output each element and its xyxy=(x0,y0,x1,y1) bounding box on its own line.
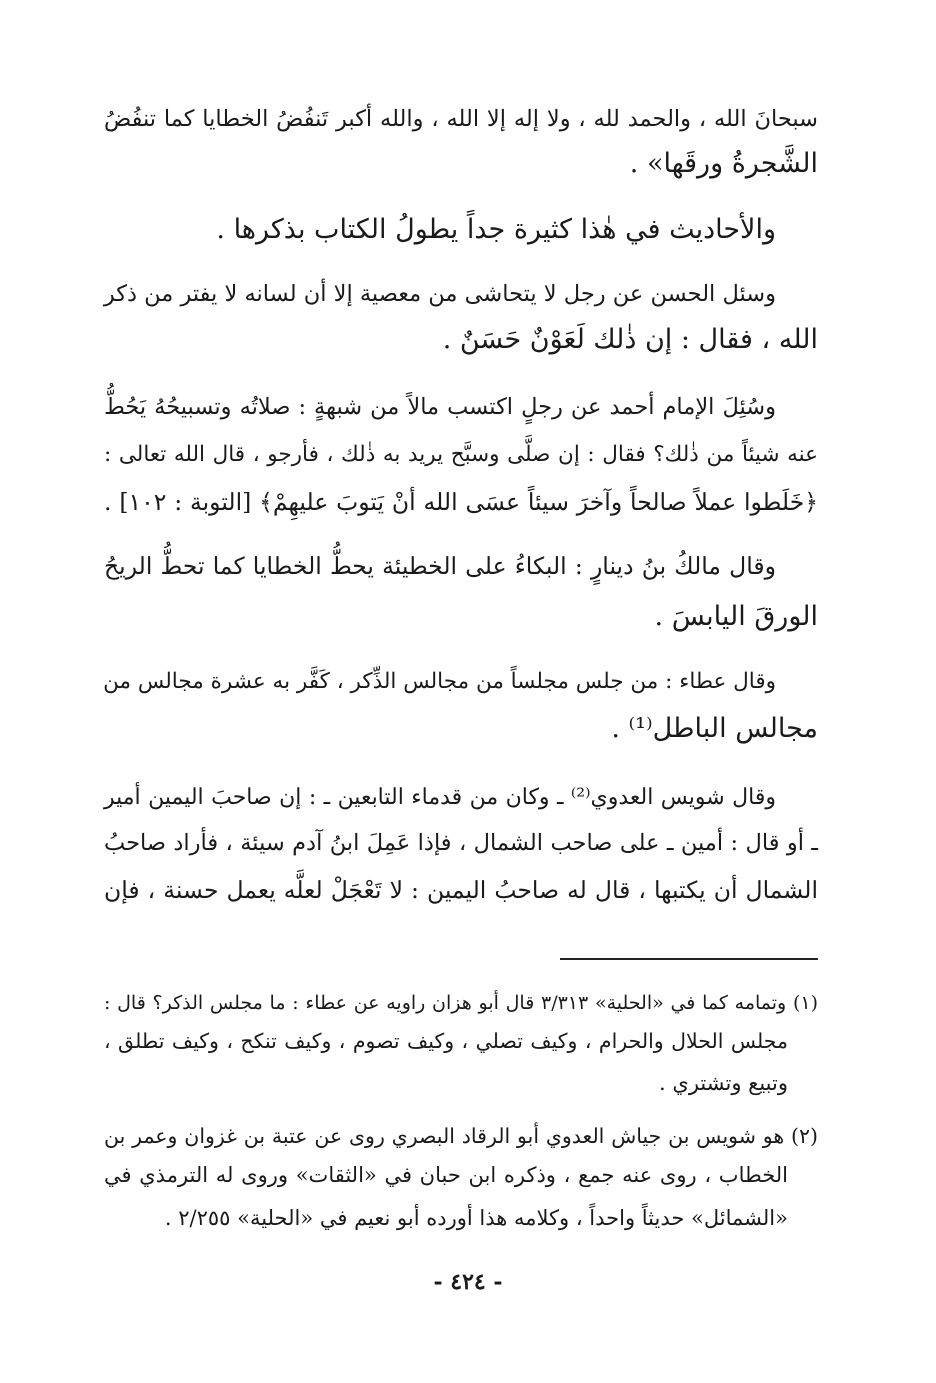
paragraph-3-line-1: وسئل الحسن عن رجل لا يتحاشى من معصية إلا أن لسانه لا يفتر من ذكر xyxy=(103,281,776,307)
paragraph-7-line-1: وقال شويس العدوي⁽²⁾ ـ وكان من قدماء التابعين ـ : إن صاحبَ اليمين أمير xyxy=(104,785,776,810)
paragraph-4-line-3: ﴿خَلَطوا عملاً صالحاً وآخرَ سيئاً عسَى الله أنْ يَتوبَ عليهِمْ﴾ [التوبة : ١٠٢] . xyxy=(104,488,819,516)
paragraph-3-line-2: الله ، فقال : إن ذٰلك لَعَوْنٌ حَسَنٌ . xyxy=(442,324,818,355)
footnote-1-line-1: (١) وتمامه كما في «الحلية» ٣/٣١٣ قال أبو هزان راويه عن عطاء : ما مجلس الذكر؟ قال : xyxy=(104,992,818,1014)
paragraph-6-line-1: وقال عطاء : من جلس مجلساً من مجالس الذِّكر ، كَفَّر به عشرة مجالس من xyxy=(103,669,776,694)
page-number: - ٤٢٤ - xyxy=(433,1269,503,1295)
footnote-1-line-3: وتبيع وتشتري . xyxy=(659,1071,788,1095)
footnote-1-line-2: مجلس الحلال والحرام ، وكيف تصلي ، وكيف تصوم ، وكيف تنكح ، وكيف تطلق ، xyxy=(104,1029,788,1053)
paragraph-2-line-1: والأحاديث في هٰذا كثيرة جداً يطولُ الكتاب بذكرها . xyxy=(216,214,776,245)
paragraph-7-line-2: ـ أو قال : أمين ـ على صاحب الشمال ، فإذا عَمِلَ ابنُ آدم سيئة ، فأراد صاحبُ xyxy=(104,830,818,856)
paragraph-5-line-1: وقال مالكُ بنُ دينارٍ : البكاءُ على الخطيئة يحطُّ الخطايا كما تحطُّ الريحُ xyxy=(104,552,776,580)
paragraph-4-line-1: وسُئِلَ الإمام أحمد عن رجلٍ اكتسب مالاً من شبهةٍ : صلاتُه وتسبيحُهُ يَحُطُّ xyxy=(104,394,776,420)
paragraph-5-line-2: الورقَ اليابسَ . xyxy=(654,601,818,632)
footnote-2-line-2: الخطاب ، روى عنه جمع ، وذكره ابن حبان في «الثقات» وروى له الترمذي في xyxy=(104,1163,788,1187)
paragraph-4-line-2: عنه شيئاً من ذٰلك؟ فقال : إن صلَّى وسبَّح يريد به ذٰلك ، فأرجو ، قال الله تعالى : xyxy=(104,442,818,467)
paragraph-7-line-3: الشمال أن يكتبها ، قال له صاحبُ اليمين : لا تَعْجَلْ لعلَّه يعمل حسنة ، فإن xyxy=(104,876,818,904)
footnote-separator xyxy=(560,958,818,960)
paragraph-1-line-1: سبحانَ الله ، والحمد لله ، ولا إله إلا الله ، والله أكبر تَنفُضُ الخطايا كما تنفُضُ xyxy=(104,106,818,132)
paragraph-1-line-2: الشَّجرةُ ورقَها» . xyxy=(629,148,818,179)
footnote-2-line-3: «الشمائل» حديثاً واحداً ، وكلامه هذا أورده أبو نعيم في «الحلية» ٢/٢٥٥ . xyxy=(164,1206,788,1230)
footnote-2-line-1: (٢) هو شويس بن جياش العدوي أبو الرقاد البصري روى عن عتبة بن غزوان وعمر بن xyxy=(104,1124,818,1148)
paragraph-6-line-2: مجالس الباطل⁽¹⁾ . xyxy=(611,713,818,744)
